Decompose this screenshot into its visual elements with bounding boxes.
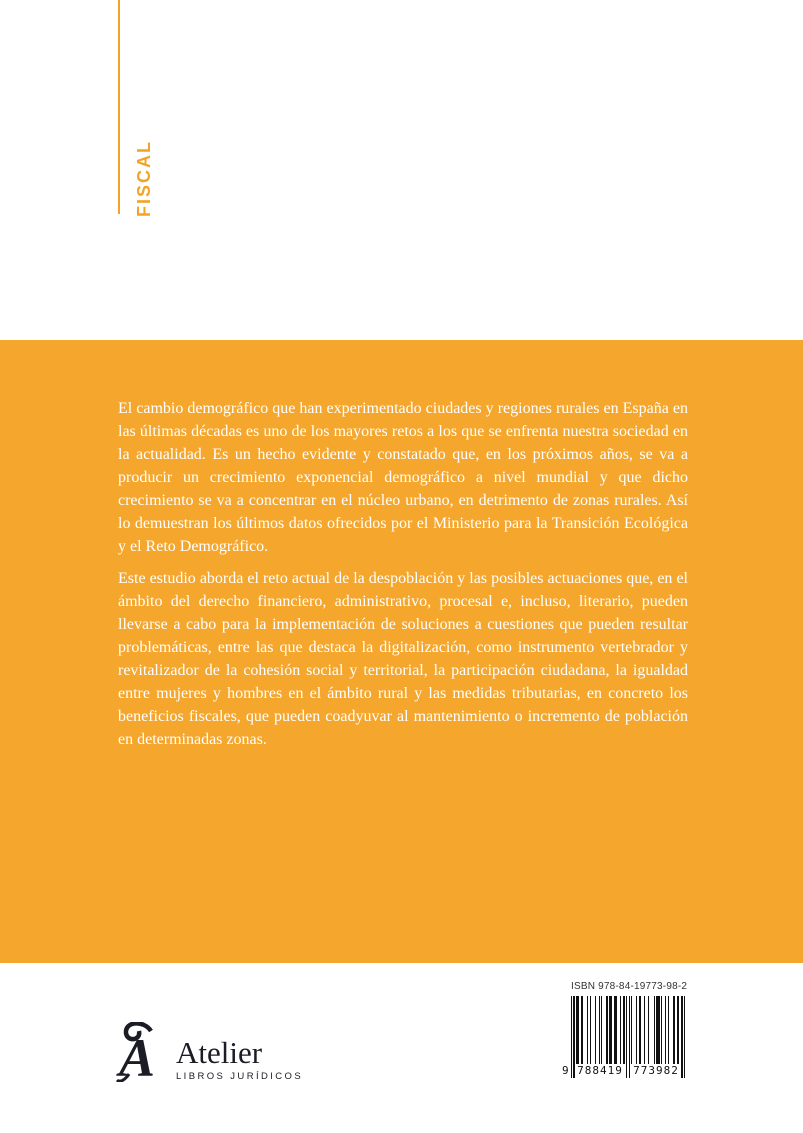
- barcode-digit-lead: 9: [562, 1064, 569, 1077]
- barcode-bar: [587, 996, 588, 1064]
- barcode-bar: [629, 996, 630, 1078]
- isbn-block: [562, 981, 688, 1078]
- barcode-bar: [678, 996, 679, 1064]
- barcode-bar: [684, 996, 685, 1078]
- barcode-bar: [624, 996, 625, 1064]
- barcode-bar: [631, 996, 632, 1064]
- barcode-bar: [639, 996, 640, 1064]
- barcode-bar: [674, 996, 675, 1064]
- barcode-bar: [595, 996, 596, 1064]
- ean-barcode: [562, 996, 685, 1078]
- synopsis-paragraph: El cambio demográfico que han experimentado ciudades y regiones rurales en España en las últimas décadas es uno de los mayores retos a los que se enfrenta nuestra sociedad en la actualidad. Es un hecho evidente y constatado que, en los próximos años, se va a producir un crecimiento exponencial demográfico a nivel mundial y que dicho crecimiento se va a concentrar en el núcleo urbano, en detrimento de zonas rurales. Así lo demuestran los últimos datos ofrecidos por el Ministerio para la Transición Ecológica y el Reto Demográfico.: [118, 400, 688, 555]
- barcode-bar: [590, 996, 591, 1064]
- atelier-a-monogram-icon: [116, 1022, 166, 1082]
- barcode-bar: [582, 996, 583, 1064]
- barcode-bar: [636, 996, 637, 1064]
- barcode-bar: [626, 996, 627, 1078]
- barcode-bar: [668, 996, 669, 1064]
- barcode-bar: [661, 996, 662, 1064]
- barcode-bar: [648, 996, 649, 1064]
- barcode-bar: [601, 996, 602, 1064]
- barcode-bar: [571, 996, 572, 1078]
- barcode-bar: [644, 996, 645, 1064]
- barcode-bar: [665, 996, 666, 1064]
- barcode-bar: [599, 996, 600, 1064]
- barcode-bar: [611, 996, 612, 1064]
- barcode-bar: [654, 996, 655, 1064]
- barcode-digits-left: 788419: [577, 1064, 623, 1077]
- synopsis-paragraph: Este estudio aborda el reto actual de la despoblación y las posibles actuaciones que, en el ámbito del derecho financiero, administrativo, procesal e, incluso, literario, pueden llevarse a cabo para la implementación de soluciones a cuestiones que pueden resultar problemáticas, entre las que destaca la digitalización, como instrumento vertebrador y revitalizador de la cohesión social y territorial, la participación ciudadana, la igualdad entre mujeres y hombres en el ámbito rural y las medidas tributarias, en concreto los beneficios fiscales, que pueden coadyuvar al mantenimiento o incremento de población en determinadas zonas.: [118, 570, 688, 748]
- collection-label: FISCAL: [134, 140, 154, 217]
- barcode-bar: [620, 996, 621, 1064]
- barcode-bar: [615, 996, 616, 1064]
- svg-text:A: A: [119, 1028, 156, 1082]
- barcode-bar: [659, 996, 660, 1064]
- barcode-digits-right: 773982: [633, 1064, 679, 1077]
- synopsis-text: [118, 397, 688, 760]
- barcode-bar: [607, 996, 608, 1064]
- barcode-bar: [578, 996, 579, 1064]
- publisher-logo: [116, 1022, 303, 1082]
- barcode-bar: [681, 996, 682, 1078]
- publisher-name: Atelier: [176, 1035, 263, 1070]
- publisher-wordmark: [176, 1022, 303, 1082]
- spine-divider-line: [118, 0, 120, 214]
- synopsis-panel: [0, 340, 803, 963]
- publisher-tagline: LIBROS JURÍDICOS: [176, 1071, 304, 1082]
- isbn-label: ISBN 978-84-19773-98-2: [571, 981, 688, 992]
- barcode-bar: [573, 996, 574, 1078]
